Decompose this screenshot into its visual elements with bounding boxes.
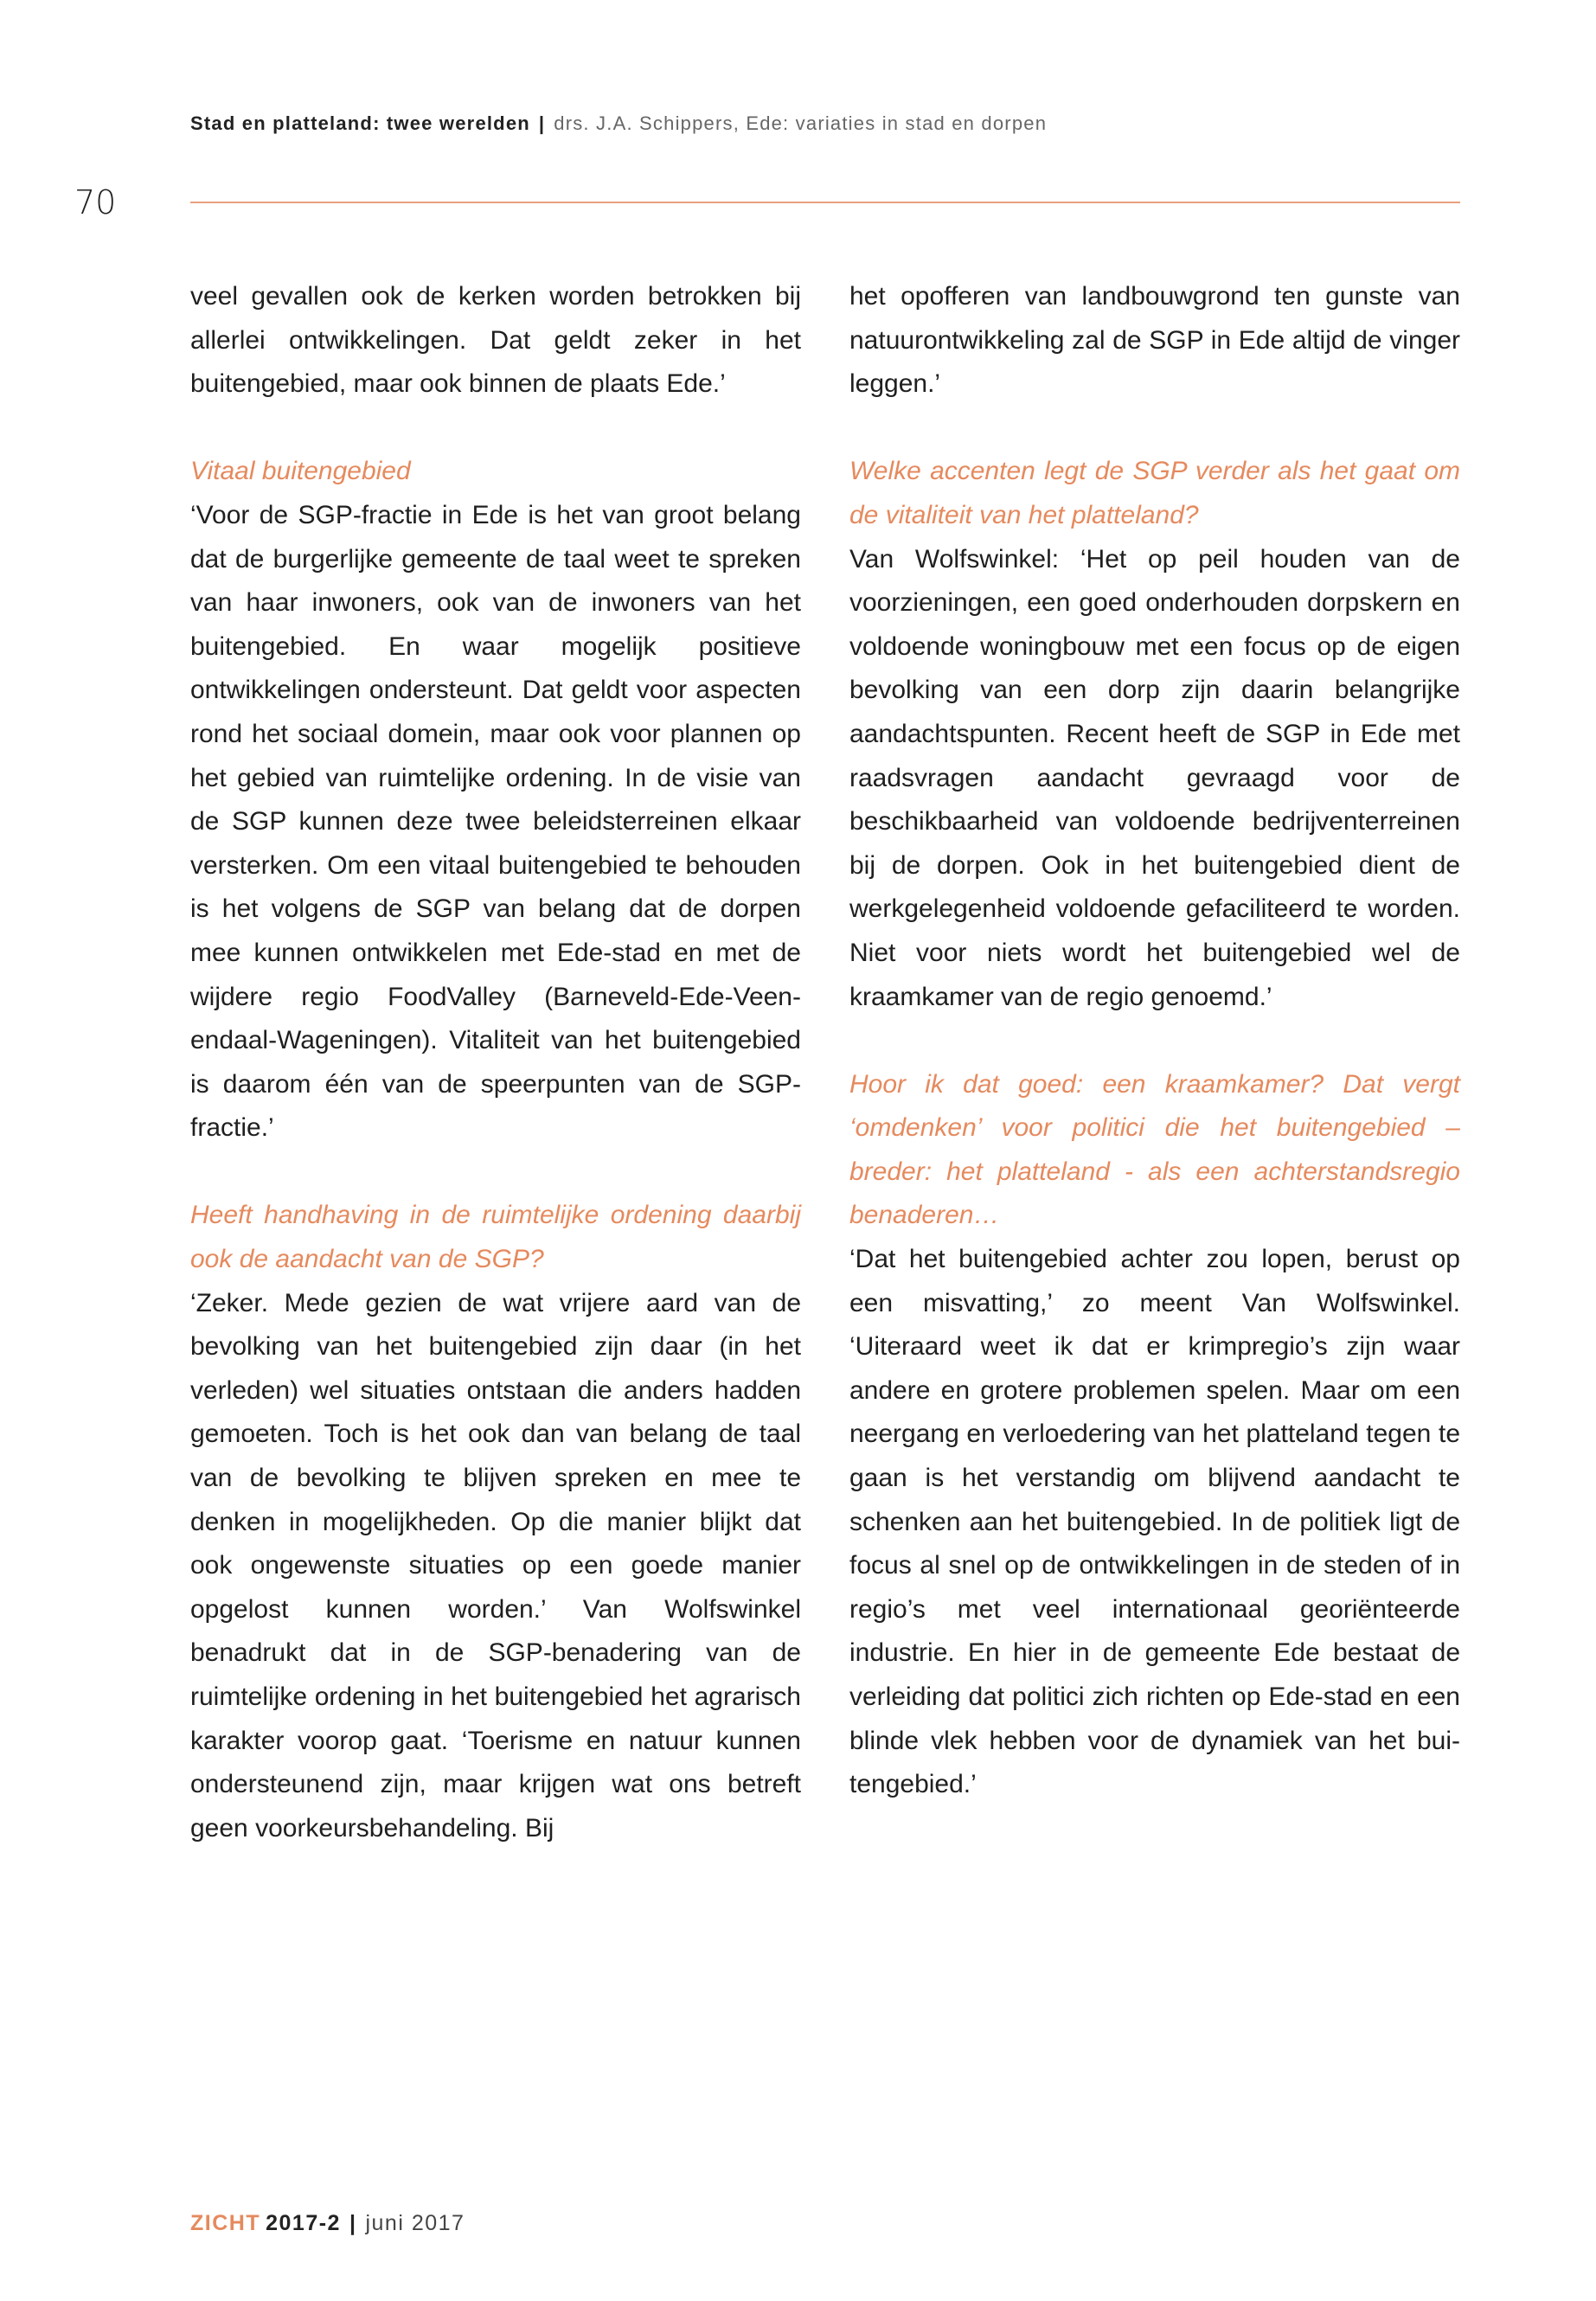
running-head-separator: | — [538, 112, 546, 134]
footer-issue: 2017-2 — [266, 2211, 341, 2235]
running-head-section: Stad en platteland: twee werelden — [190, 112, 530, 134]
right-paragraph-1: het opofferen van landbouwgrond ten gunste van natuurontwikkeling zal de SGP in Ede altijd de vinger leggen.’ — [849, 282, 1460, 399]
interview-question-accenten: Welke accenten legt de SGP verder als het gaat om de vitaliteit van het platteland? — [849, 457, 1460, 529]
header-rule — [190, 202, 1460, 203]
footer-brand: ZICHT — [190, 2211, 261, 2235]
running-head-author: drs. J.A. Schippers, Ede: variaties in stad en dorpen — [554, 112, 1048, 134]
left-column — [190, 275, 801, 1850]
subheading-vitaal-buitengebied: Vitaal buitengebied — [190, 457, 411, 486]
right-column — [849, 275, 1460, 1807]
left-paragraph-2: ‘Voor de SGP-fractie in Ede is het van groot belang dat de burgerlijke gemeente de taal weet te spreken van haar inwoners, ook van de inwoners van het buitengebied. En waar mogelijk positieve ontwikkelingen ondersteunt. Dat geldt voor aspecten rond het sociaal domein, maar ook voor plannen op het gebied van ruimtelijke ordening. In de visie van de SGP kunnen deze twee beleidsterreinen elkaar versterken. Om een vitaal buitengebied te behouden is het volgens de SGP van belang dat de dorpen mee kunnen ontwikkelen met Ede-stad en met de wijdere regio FoodValley (Barneveld-Ede-Veenendaal-Wageningen). Vitaliteit van het buitengebied is daarom één van de speerpunten van de SGP-fractie.’ — [190, 500, 801, 1143]
page-number: 70 — [74, 183, 117, 221]
running-head — [190, 112, 1047, 135]
footer-date: juni 2017 — [365, 2211, 465, 2235]
right-paragraph-2: Van Wolfswinkel: ‘Het op peil houden van de voorzieningen, een goed onderhouden dorpskern en voldoende woningbouw met een focus op de eigen bevolking van een dorp zijn daarin belangrijke aandachtspunten. Recent heeft de SGP in Ede met raadsvragen aandacht gevraagd voor de beschikbaarheid van voldoende bedrijventerreinen bij de dorpen. Ook in het buitengebied dient de werkgelegenheid voldoende gefaciliteerd te worden. Niet voor niets wordt het buitengebied wel de kraamkamer van de regio genoemd.’ — [849, 544, 1460, 1011]
right-paragraph-3: ‘Dat het buitengebied achter zou lopen, berust op een misvatting,’ zo meent Van Wolfswinkel. ‘Uiteraard weet ik dat er krimpregio’s zijn waar andere en grotere problemen spelen. Maar om een neergang en verloedering van het platteland tegen te gaan is het verstandig om blijvend aandacht te schenken aan het buitengebied. In de politiek ligt de focus al snel op de ontwikkelingen in de steden of in regio’s met veel internationaal georiënteerde industrie. En hier in de gemeente Ede bestaat de verleiding dat politici zich richten op Ede-stad en een blinde vlek hebben voor de dynamiek van het buitengebied.’ — [849, 1245, 1460, 1799]
footer-separator: | — [349, 2211, 357, 2235]
interview-question-kraamkamer: Hoor ik dat goed: een kraamkamer? Dat vergt ‘omdenken’ voor politici die het buitengebied – breder: het platteland - als een achterstandsregio benaderen… — [849, 1069, 1460, 1230]
interview-question-handhaving: Heeft handhaving in de ruimtelijke ordening daarbij ook de aandacht van de SGP? — [190, 1201, 801, 1274]
left-paragraph-1: veel gevallen ook de kerken worden betrokken bij allerlei ontwikkelingen. Dat geldt zeker in het buitengebied, maar ook binnen de plaats Ede.’ — [190, 282, 801, 399]
footer — [190, 2211, 465, 2236]
left-paragraph-3: ‘Zeker. Mede gezien de wat vrijere aard van de bevolking van het buitengebied zijn daar (in het verleden) wel situaties ontstaan die anders hadden gemoeten. Toch is het ook dan van belang de taal van de bevolking te blijven spreken en mee te denken in mogelijkheden. Op die manier blijkt dat ook ongewenste situaties op een goede manier opgelost kunnen worden.’ Van Wolfswinkel benadrukt dat in de SGP-benadering van de ruimtelijke ordening in het buitengebied het agrarisch karakter voorop gaat. ‘Toerisme en natuur kunnen ondersteunend zijn, maar krijgen wat ons betreft geen voorkeursbehandeling. Bij — [190, 1288, 801, 1843]
